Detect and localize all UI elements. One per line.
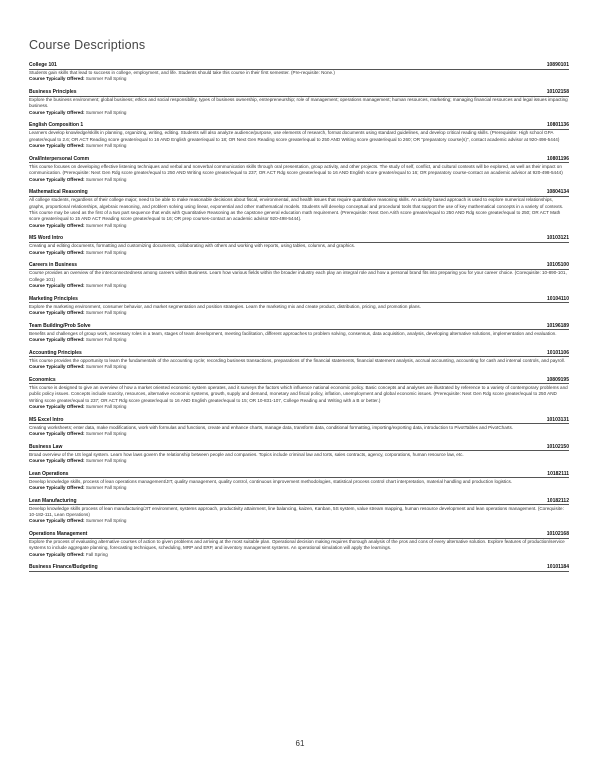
course-description: This course focuses on developing effective listening techniques and verbal and nonverbal communication skills through oral presentation, group activity, and other projects. The study of self, conflict, and cultural contexts will be explored, as well as their impact on communication. (Prerequisite: Next Gen Rdg score greater/equal to 250 AND Writing score greater/equal to 237; OR ACT Rdg score greater/equal to 16 AND English score greater/equal to 16; OR preparatory course-contact an academic advisor at 920-498-5444) (29, 163, 563, 176)
offered-label: Course Typically Offered: (29, 337, 85, 343)
course-code: 10804134 (546, 189, 569, 196)
course-code: 10182111 (547, 470, 569, 477)
course-entry (29, 122, 569, 149)
offered-terms: Summer Fall Spring (85, 458, 127, 464)
course-code: 10101184 (547, 564, 569, 571)
course-description: Creating and editing documents, formatting and customizing documents, collaborating with others and working with reports, using tables, columns, and graphics. (29, 243, 356, 249)
course-description: Creating worksheets; enter data, make modifications, work with formulas and functions, create and enhance charts, manage data, transform data, conditional formatting, importing/exporting data, introduction to PivotTables and PivotCharts. (29, 424, 514, 430)
offered-terms: Summer Fall Spring (85, 337, 127, 343)
course-offered (29, 223, 569, 229)
offered-label: Course Typically Offered: (29, 551, 85, 557)
offered-terms: Summer Fall Spring (85, 109, 127, 115)
course-title: Lean Manufacturing (29, 497, 77, 504)
course-title: English Composition 1 (29, 122, 84, 129)
course-offered (29, 76, 569, 82)
offered-label: Course Typically Offered: (29, 518, 85, 524)
course-description: Explore the process of evaluating alternative courses of action to given problems and arriving at the most suitable plan. Operational decision making requires thorough analysis of the pros and cons of every alternative solution. Explore features of production/service systems to include aggregate planning, forecasting techniques, scheduling, MRP and ERP, and inventory management systems. An operational simulation will apply the learnings. (29, 539, 565, 551)
course-entry (29, 471, 569, 492)
course-entry (29, 323, 569, 344)
course-header (29, 89, 569, 97)
course-entry (29, 531, 569, 558)
course-header (29, 296, 569, 304)
course-entry (29, 350, 569, 371)
course-code: 10103121 (546, 235, 569, 242)
offered-terms: Summer Fall Spring (85, 404, 127, 410)
course-code: 10102150 (546, 443, 569, 450)
course-header (29, 350, 569, 358)
course-title: Team Building/Prob Solve (29, 322, 91, 329)
course-description: This course provides the opportunity to learn the fundamentals of the accounting cycle; recording business transactions, preparations of the financial statements, financial statement analysis, accrual accounting, accounting for cash and internal controls, and payroll. (29, 357, 565, 363)
course-header (29, 156, 569, 164)
course-offered (29, 283, 569, 289)
course-header (29, 323, 569, 331)
offered-terms: Summer Fall Spring (85, 143, 127, 149)
course-code: 10102168 (546, 531, 569, 538)
course-offered (29, 552, 569, 558)
offered-label: Course Typically Offered: (29, 310, 85, 316)
course-entry (29, 262, 569, 289)
course-title: College 101 (29, 62, 57, 68)
course-entry (29, 377, 569, 411)
course-description: Explore the business environment; global business; ethics and social responsibility, types of business ownership, entrepreneurship; role of management; operations management; human resources, marketing; managing financial resources and legal issues impacting business. (29, 97, 568, 109)
offered-terms: Summer Fall Spring (85, 431, 127, 437)
offered-label: Course Typically Offered: (29, 431, 85, 437)
course-title: Economics (29, 376, 56, 383)
course-entry (29, 417, 569, 438)
course-offered (29, 143, 569, 149)
course-offered (29, 310, 569, 316)
course-title: Business Law (29, 443, 63, 450)
course-entry (29, 156, 569, 183)
course-header (29, 262, 569, 270)
course-offered (29, 404, 569, 410)
course-header (29, 377, 569, 385)
offered-terms: Summer Fall Spring (85, 310, 127, 316)
offered-terms: Summer Fall Spring (85, 518, 127, 524)
course-code: 10890101 (546, 62, 569, 68)
course-title: MS Excel Intro (29, 416, 64, 423)
offered-label: Course Typically Offered: (29, 364, 85, 370)
course-offered (29, 518, 569, 524)
course-entry (29, 89, 569, 116)
course-header (29, 471, 569, 479)
course-header (29, 564, 569, 572)
course-description: Develop knowledge skills process of lean manufacturing/JIT environment, systems approach, productivity attainment, line balancing, kaizen, Kanban, 5S system, value stream mapping, human resource development and lean operations management. (Corequisite: 10-182-111, Lean Operations) (29, 505, 564, 518)
offered-label: Course Typically Offered: (29, 249, 85, 255)
course-header (29, 122, 569, 130)
course-entry (29, 498, 569, 525)
course-entry (29, 444, 569, 465)
offered-label: Course Typically Offered: (29, 283, 85, 289)
course-header (29, 189, 569, 197)
course-description: Learners develop knowledge/skills in planning, organizing, writing, editing. Students will also analyze audience/purpose, use elements of research, format documents using standard guidelines, and develop critical reading skills. (Prerequisite: High school GPA greater/equal to 2.6; OR ACT Reading score greater/equal to 16 AND English greater/equal to 18; OR Next Gen Reading score greater/equal to 250 AND Writing score greater/equal to 260; OR "preparatory course(s)", contact academic advisor at 920-498-5444) (29, 130, 560, 142)
course-code: 10182112 (547, 497, 569, 504)
course-header (29, 444, 569, 452)
course-code: 10801196 (547, 155, 569, 162)
course-header (29, 531, 569, 539)
offered-terms: Summer Fall Spring (85, 364, 127, 370)
offered-label: Course Typically Offered: (29, 109, 85, 115)
course-description: Develop knowledge skills, process of lean operations management/JIT, quality management, quality control, continuous improvement methodologies, statistical process control chart interpretation, material handling and production logistics. (29, 478, 513, 484)
offered-label: Course Typically Offered: (29, 458, 85, 464)
course-entry (29, 235, 569, 256)
course-title: Mathematical Reasoning (29, 189, 88, 196)
course-entry (29, 62, 569, 83)
course-offered (29, 337, 569, 343)
offered-label: Course Typically Offered: (29, 485, 85, 491)
page-number: 61 (295, 739, 305, 748)
offered-label: Course Typically Offered: (29, 176, 85, 182)
course-entry (29, 564, 569, 572)
course-entry (29, 296, 569, 317)
offered-label: Course Typically Offered: (29, 143, 85, 149)
course-entry (29, 189, 569, 229)
course-header (29, 417, 569, 425)
offered-terms: Summer Fall Spring (85, 76, 127, 82)
offered-label: Course Typically Offered: (29, 404, 85, 410)
course-code: 10101106 (547, 349, 569, 356)
course-header (29, 62, 569, 70)
course-description: Explore the marketing environment, consumer behavior, and market segmentation and position strategies. Learn the marketing mix and create product, distribution, pricing, and promotion plans. (29, 303, 421, 309)
course-description: This course is designed to give an overview of how a market oriented economic system operates, and it surveys the factors which influence national economic policy. Basic concepts and analyses are illustrated by reference to a variety of contemporary problems and public policy issues. Concepts include scarcity, resources, alternative economic systems, growth, supply and demand, monetary and fiscal policy, inflation, unemployment and global economic issues. (Prerequisite: Next Gen Rdg score greater/equal to 250 AND Writing score greater/equal to 237; OR ACT Rdg score greater/equal to 16 AND English greater/equal to 15; OR 10-831-107, College Reading and Writing with a B or better.) (29, 384, 568, 403)
course-code: 10105100 (546, 262, 569, 269)
course-list (29, 62, 569, 572)
page-title: Course Descriptions (29, 38, 146, 52)
offered-terms: Summer Fall Spring (85, 485, 127, 491)
course-offered (29, 364, 569, 370)
course-offered (29, 177, 569, 183)
course-title: Business Finance/Budgeting (29, 564, 98, 571)
course-description: Course provides an overview of the interconnectedness among careers within Business. Learn how various fields within the broader industry each play an integral role and how a personal brand fits into preparing you for your career choice. (Corequisite: 10-890-101, College 101) (29, 270, 567, 282)
course-offered (29, 250, 569, 256)
course-title: Business Principles (29, 89, 77, 95)
offered-label: Course Typically Offered: (29, 76, 85, 82)
course-code: 10104110 (547, 295, 569, 302)
offered-label: Course Typically Offered: (29, 222, 85, 228)
course-description: Benefits and challenges of group work, necessary roles in a team, stages of team development, meeting facilitation, different approaches to problem solving, consensus, data acquisition, analysis, developing alternative solutions, implementation and evaluation. (29, 330, 557, 336)
course-title: Accounting Principles (29, 349, 82, 356)
course-offered (29, 485, 569, 491)
course-title: Lean Operations (29, 470, 69, 477)
course-offered (29, 458, 569, 464)
course-code: 10103131 (546, 416, 569, 423)
course-title: Careers in Business (29, 262, 78, 269)
course-title: Operations Management (29, 531, 88, 538)
course-header (29, 498, 569, 506)
course-title: MS Word Intro (29, 235, 64, 242)
course-description: Broad overview of the US legal system. Learn how laws govern the relationship between people and companies. Topics include criminal law and torts, sales contracts, agency, corporations, human resource law, etc. (29, 451, 464, 457)
course-code: 10809195 (546, 376, 569, 383)
course-description: Students gain skills that lead to success in college, employment, and life. Students should take this course in their first semester. (Pre-requisite: None.) (29, 70, 335, 75)
course-code: 10196189 (546, 322, 569, 329)
offered-terms: Fall Spring (85, 551, 108, 557)
course-header (29, 235, 569, 243)
offered-terms: Summer Fall Spring (85, 283, 127, 289)
course-title: Oral/Interpersonal Comm (29, 155, 90, 162)
course-code: 10801136 (547, 122, 569, 129)
course-code: 10102158 (546, 89, 569, 95)
offered-terms: Summer Fall Spring (85, 249, 127, 255)
offered-terms: Summer Fall Spring (85, 222, 127, 228)
course-offered (29, 110, 569, 116)
course-description: All college students, regardless of their college major, need to be able to make reasonable decisions about fiscal, environmental, and health issues that require quantitative reasoning skills. An activity based approach is used to explore numerical relationships, graphs, proportional relationships, algebraic reasoning, and problem solving using linear, exponential and other mathematical models. Students will develop conceptual and procedural tools that support the use of key mathematical concepts in a variety of contexts. This course may be used as the first of a two part sequence that ends with Quantitative Reasoning as the capstone general education math requirement. (Prerequisite: Next Gen Arith score greater/equal to 250 AND Rdg score greater/equal to 250; OR ACT Math score greater/equal to 15 AND ACT Reading score greater/equal to 16; OR prep courses-contact an academic advisor 920-498-5444). (29, 197, 564, 222)
offered-terms: Summer Fall Spring (85, 176, 127, 182)
course-title: Marketing Principles (29, 295, 78, 302)
course-offered (29, 431, 569, 437)
